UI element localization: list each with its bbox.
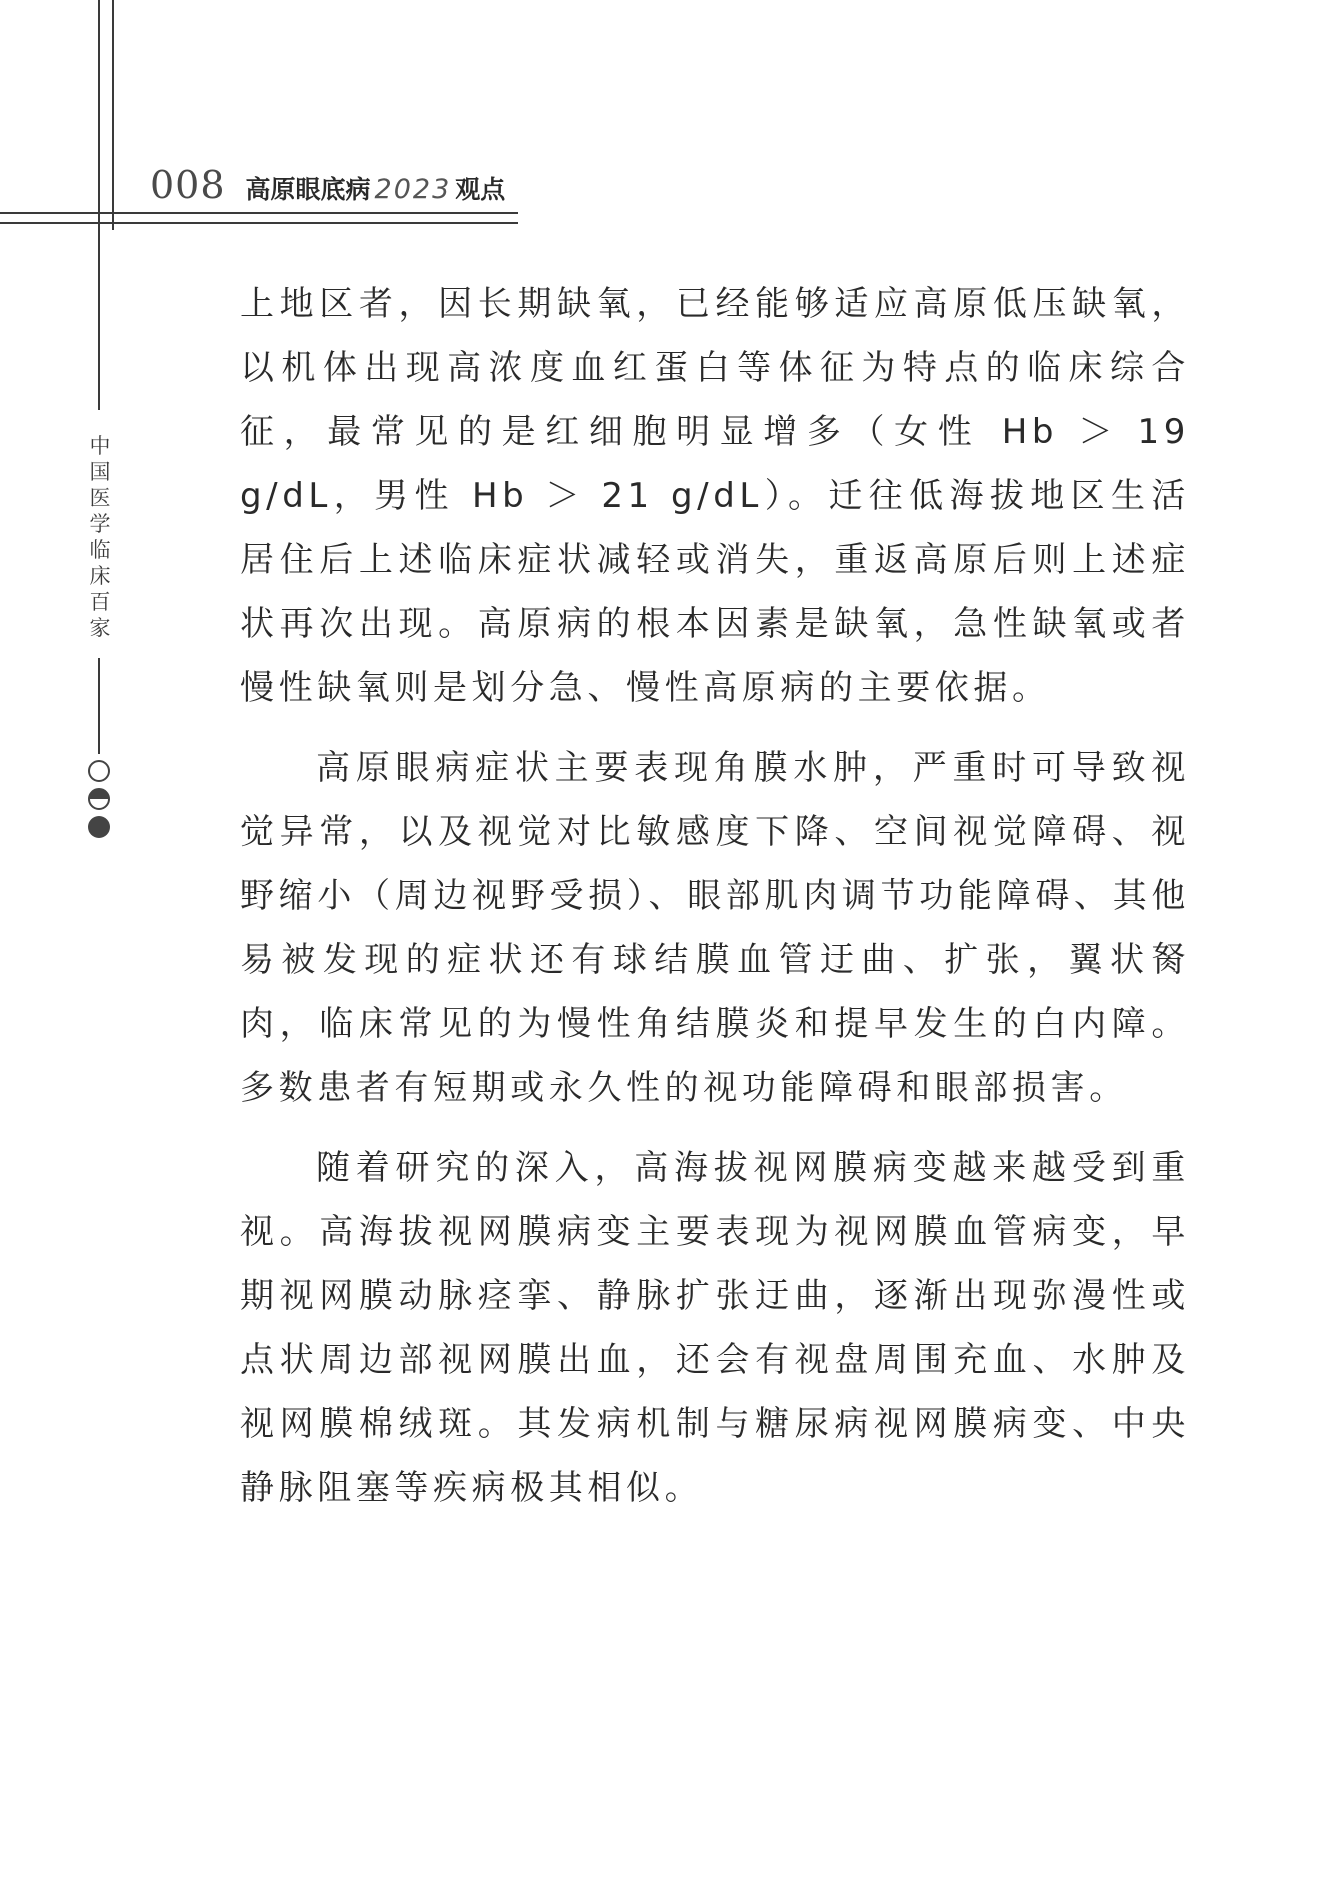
side-rule-lower: [98, 658, 100, 754]
filled-circle-icon: [88, 816, 110, 838]
half-circle-icon: [88, 788, 110, 810]
running-header: [150, 163, 505, 215]
vertical-rule-left: [98, 0, 100, 300]
side-rule-upper: [98, 300, 100, 410]
paragraph-3: 随着研究的深入，高海拔视网膜病变越来越受到重视。高海拔视网膜病变主要表现为视网膜血管病变，早期视网膜动脉痉挛、静脉扩张迂曲，逐渐出现弥漫性或点状周边部视网膜出血，还会有视盘周围充血、水肿及视网膜棉绒斑。其发病机制与糖尿病视网膜病变、中央静脉阻塞等疾病极其相似。: [240, 1148, 1190, 1508]
book-year: 2023: [374, 174, 452, 205]
book-title: 高原眼底病: [245, 175, 371, 204]
page-number: 008: [150, 163, 226, 207]
book-subtitle: 观点: [455, 175, 506, 204]
paragraph-2: 高原眼病症状主要表现角膜水肿，严重时可导致视觉异常，以及视觉对比敏感度下降、空间视觉障碍、视野缩小（周边视野受损）、眼部肌肉调节功能障碍、其他易被发现的症状还有球结膜血管迂曲、扩张，翼状胬肉，临床常见的为慢性角结膜炎和提早发生的白内障。多数患者有短期或永久性的视功能障碍和眼部损害。: [240, 748, 1190, 1108]
empty-circle-icon: [88, 760, 110, 782]
header-rule-bottom: [0, 222, 518, 224]
vertical-rule-right: [112, 0, 114, 230]
body-text: [240, 272, 1190, 1536]
side-series-label: 中国医学临床百家: [89, 434, 111, 640]
paragraph-1: 上地区者，因长期缺氧，已经能够适应高原低压缺氧，以机体出现高浓度血红蛋白等体征为特点的临床综合征，最常见的是红细胞明显增多（女性 Hb ＞ 19 g/dL，男性 Hb ＞ 21 g/dL）。迁往低海拔地区生活居住后上述临床症状减轻或消失，重返高原后则上述症状再次出现。高原病的根本因素是缺氧，急性缺氧或者慢性缺氧则是划分急、慢性高原病的主要依据。: [240, 284, 1190, 708]
